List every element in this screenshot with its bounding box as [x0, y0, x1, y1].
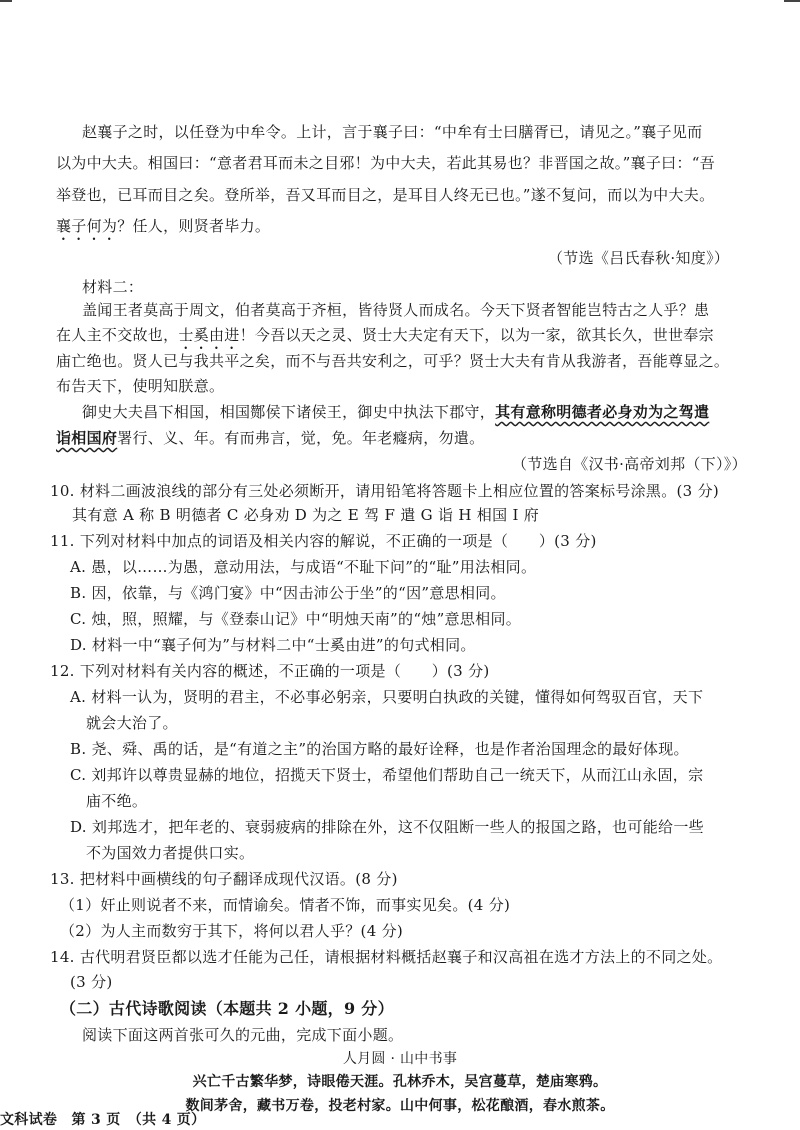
question-10-stem: 10. 材料二画波浪线的部分有三处必须断开，请用铅笔将答题卡上相应位置的答案标号涂黑。(3 分): [50, 482, 720, 500]
question-13-sentence-2: （2）为人主而数穷于其下，将何以君人乎？(4 分): [60, 922, 404, 940]
passage2-line-6: 诣相国府署行、义、年。有而弗言，觉，免。年老癃病，勿遣。: [56, 429, 485, 447]
wavy-underlined-text: 诣相国府: [56, 429, 118, 447]
question-13-sentence-1: （1）奸止则说者不来，而情谕矣。情者不饰，而事实见矣。(4 分): [60, 896, 511, 914]
section-2-heading: （二）古代诗歌阅读（本题共 2 小题，9 分）: [60, 999, 394, 1018]
passage2-line-4: 布告天下，使明知朕意。: [56, 377, 225, 395]
question-12-option-c-cont: 庙不绝。: [86, 792, 148, 810]
passage2-line-1: 盖闻王者莫高于周文，伯者莫高于齐桓，皆待贤人而成名。今天下贤者智能岂特古之人乎？患: [82, 301, 710, 319]
question-12-stem: 12. 下列对材料有关内容的概述，不正确的一项是（ ）(3 分): [50, 662, 490, 680]
scan-edge-left: [0, 0, 12, 2]
question-12-option-c: C. 刘邦许以尊贵显赫的地位，招揽天下贤士，希望他们帮助自己一统天下，从而江山永固，宗: [70, 766, 704, 784]
question-11-option-c: C. 烛，照，照耀，与《登泰山记》中“明烛天南”的“烛”意思相同。: [70, 610, 522, 628]
question-10-options: 其有意 A 称 B 明德者 C 必身劝 D 为之 E 驾 F 遣 G 诣 H 相国 I 府: [72, 506, 540, 524]
question-12-option-d-cont: 不为国效力者提供口实。: [86, 844, 255, 862]
wavy-underlined-text: 其有意称明德者必身劝为之驾遣: [495, 403, 710, 421]
poem-line-1: 兴亡千古繁华梦，诗眼倦天涯。孔林乔木，吴宫蔓草，楚庙寒鸦。: [192, 1074, 608, 1090]
question-14-stem: 14. 古代明君贤臣都以选才任能为己任，请根据材料概括赵襄子和汉高祖在选才方法上的不同之处。: [50, 948, 723, 966]
page-footer: 文科试卷 第 3 页 （共 4 页）: [0, 1112, 206, 1128]
question-13-stem: 13. 把材料中画横线的句子翻译成现代汉语。(8 分): [50, 870, 398, 888]
section-2-intro: 阅读下面这两首张可久的元曲，完成下面小题。: [82, 1026, 404, 1044]
poem-line-2: 数间茅舍，藏书万卷，投老村家。山中何事，松花酿酒，春水煎茶。: [185, 1098, 615, 1114]
passage1-line-2: 以为中大夫。相国曰：“意者君耳而未之目邪！为中大夫，若此其易也？非晋国之故。”襄子曰：“吾: [56, 154, 716, 172]
passage1-source: （节选《吕氏春秋·知度》）: [548, 249, 730, 267]
passage2-heading: 材料二：: [82, 278, 144, 296]
scan-edge-right: [784, 0, 800, 2]
passage1-line-4: 襄子何为？任人，则贤者毕力。: [56, 217, 271, 235]
question-12-option-a-cont: 就会大治了。: [86, 714, 178, 732]
question-11-option-a: A. 愚，以……为愚，意动用法，与成语“不耻下问”的“耻”用法相同。: [70, 558, 537, 576]
question-12-option-d: D. 刘邦选才，把年老的、衰弱疲病的排除在外，这不仅阻断一些人的报国之路，也可能给一些: [70, 818, 704, 836]
question-11-option-d: D. 材料一中“襄子何为”与材料二中“士奚由进”的句式相同。: [70, 636, 476, 654]
question-11-stem: 11. 下列对材料中加点的词语及相关内容的解说，不正确的一项是（ ）(3 分): [50, 532, 597, 550]
question-12-option-a: A. 材料一认为，贤明的君主，不必事必躬亲，只要明白执政的关键，懂得如何驾驭百官，天下: [70, 688, 704, 706]
passage2-source: （节选自《汉书·高帝刘邦（下）》）: [512, 455, 747, 473]
dotted-phrase: 襄子何为: [56, 217, 118, 235]
question-12-option-b: B. 尧、舜、禹的话，是“有道之主”的治国方略的最好诠释，也是作者治国理念的最好体现。: [70, 740, 689, 758]
passage2-line-3: 庙亡绝也。贤人已与我共平之矣，而不与吾共安利之，可乎？贤士大夫有肯从我游者，吾能尊显之。: [56, 352, 730, 370]
question-11-option-b: B. 因，依靠，与《鸿门宴》中“因击沛公于坐”的“因”意思相同。: [70, 584, 506, 602]
dotted-phrase: 士奚由进: [178, 326, 240, 344]
question-14-points: (3 分): [70, 973, 113, 991]
poem-title: 人月圆 · 山中书事: [342, 1051, 458, 1067]
passage1-line-3: 举登也，已耳而目之矣。登所举，吾又耳而目之，是耳目人终无已也。”遂不复问，而以为中大夫。: [56, 186, 715, 204]
passage1-line-1: 赵襄子之时，以任登为中牟令。上计，言于襄子曰：“中牟有士曰膳胥已，请见之。”襄子见而: [82, 123, 703, 141]
passage2-line-5: 御史大夫昌下相国，相国酂侯下诸侯王，御史中执法下郡守，其有意称明德者必身劝为之驾遣: [82, 403, 710, 421]
passage2-line-2: 在人主不交故也，士奚由进！今吾以天之灵、贤士大夫定有天下，以为一家，欲其长久，世世奉宗: [56, 326, 714, 344]
